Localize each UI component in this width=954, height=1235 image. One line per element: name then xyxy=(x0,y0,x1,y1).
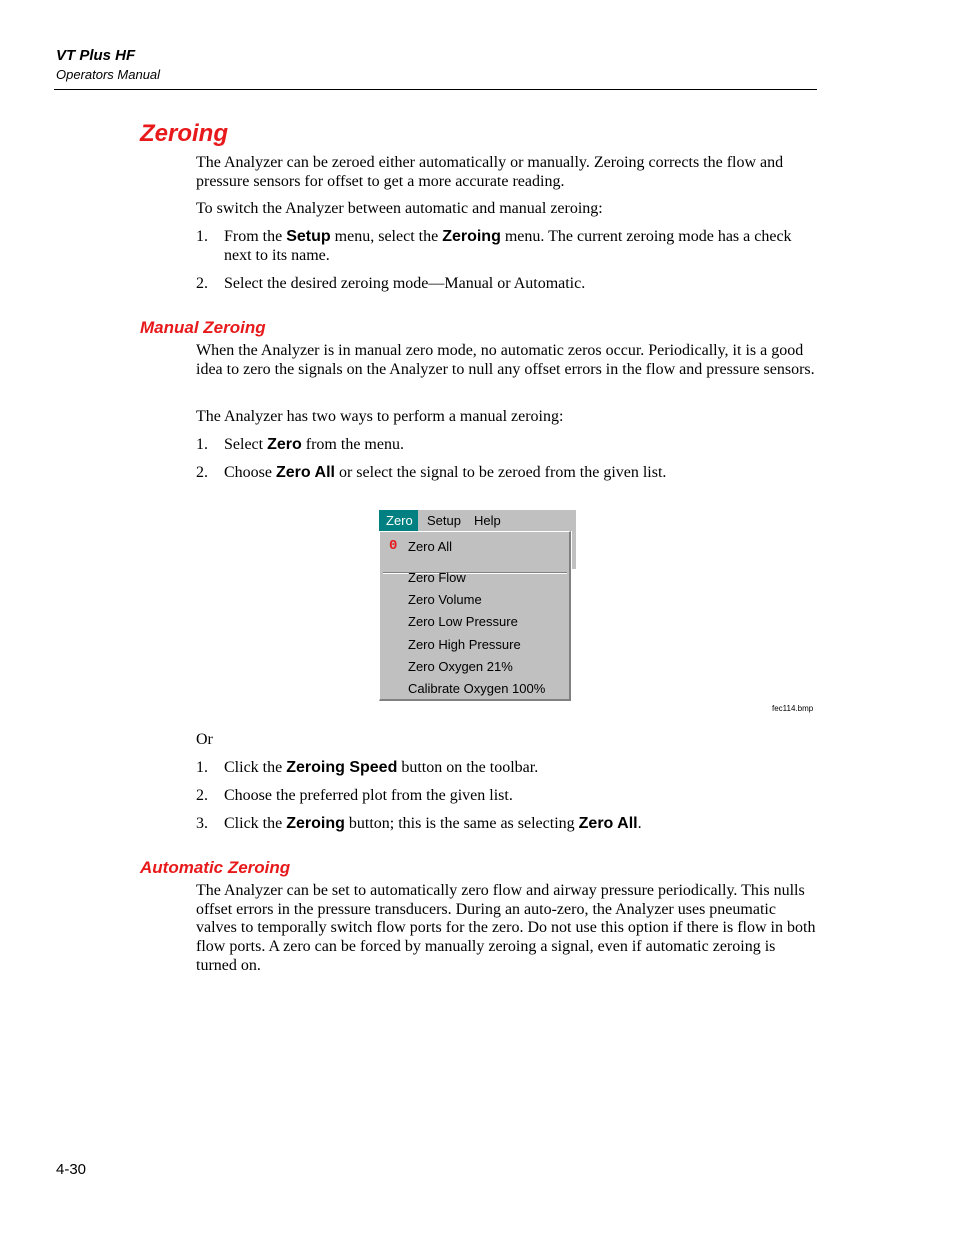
zero-icon: 0 xyxy=(389,538,398,554)
ui-term-zero: Zero xyxy=(267,436,302,453)
menu-item-zero-oxygen-21[interactable]: Zero Oxygen 21% xyxy=(408,659,513,674)
switch-intro-paragraph: To switch the Analyzer between automatic and manual zeroing: xyxy=(196,200,603,217)
subsection-title-automatic: Automatic Zeroing xyxy=(140,858,291,877)
list-item xyxy=(196,275,818,294)
ui-term-zeroing: Zeroing xyxy=(286,815,345,832)
menu-help[interactable]: Help xyxy=(474,513,501,528)
menu-item-zero-flow[interactable]: Zero Flow xyxy=(408,570,466,585)
step-text: Choose xyxy=(224,464,276,481)
step-text: from the menu. xyxy=(301,436,404,453)
dropdown-edge xyxy=(572,531,576,569)
list-number: 2. xyxy=(196,787,208,804)
step-text: or select the signal to be zeroed from the given list. xyxy=(334,464,667,481)
step-text: Select the desired zeroing mode—Manual or Automatic. xyxy=(224,275,586,292)
menu-setup[interactable]: Setup xyxy=(427,513,461,528)
running-header-subtitle: Operators Manual xyxy=(56,67,161,82)
list-item xyxy=(196,436,818,455)
list-number: 1. xyxy=(196,228,208,245)
automatic-paragraph: The Analyzer can be set to automatically zero flow and airway pressure periodically. This nulls offset errors in the pressure transducers. During an auto-zero, the Analyzer uses pneumatic valves to temporally switch flow ports for the zero. Do not use this option if there is flow in both flow ports. A zero can be forced by manually zeroing a signal, even if automatic zeroing is turned on. xyxy=(196,882,816,974)
ui-term-zero-all: Zero All xyxy=(578,815,638,832)
menu-item-calibrate-oxygen-100[interactable]: Calibrate Oxygen 100% xyxy=(408,681,546,696)
list-item xyxy=(196,759,818,778)
list-number: 1. xyxy=(196,759,208,776)
menu-item-zero-high-pressure[interactable]: Zero High Pressure xyxy=(408,637,521,652)
step-text: From the xyxy=(224,228,287,245)
step-text: button on the toolbar. xyxy=(397,759,539,776)
menu-bar xyxy=(379,510,576,531)
step-text: menu. The current zeroing mode has a check next to its name. xyxy=(224,228,792,264)
list-number: 2. xyxy=(196,275,208,292)
section-title: Zeroing xyxy=(140,120,228,147)
or-text: Or xyxy=(196,731,213,748)
zero-dropdown xyxy=(379,531,571,701)
menu-item-zero-low-pressure[interactable]: Zero Low Pressure xyxy=(408,614,518,629)
list-item xyxy=(196,464,818,483)
intro-paragraph: The Analyzer can be zeroed either automatically or manually. Zeroing corrects the flow and pressure sensors for offset to get a more accurate reading. xyxy=(196,154,784,190)
page-number: 4-30 xyxy=(56,1161,87,1178)
list-item xyxy=(196,228,818,265)
step-text: Click the xyxy=(224,759,287,776)
step-text: menu, select the xyxy=(330,228,443,245)
header-rule xyxy=(54,89,817,90)
list-number: 3. xyxy=(196,815,208,832)
running-header-title: VT Plus HF xyxy=(56,47,136,64)
step-text: Choose the preferred plot from the given list. xyxy=(224,787,513,804)
manual-paragraph: When the Analyzer is in manual zero mode, no automatic zeros occur. Periodically, it is a good idea to zero the signals on the Analyzer to null any offset errors in the flow and pressure sensors. xyxy=(196,342,815,378)
ui-term-zeroing: Zeroing xyxy=(442,228,501,245)
list-number: 1. xyxy=(196,436,208,453)
ui-term-zeroing-speed: Zeroing Speed xyxy=(286,759,398,776)
step-text: button; this is the same as selecting xyxy=(344,815,579,832)
zero-menu-figure xyxy=(379,510,576,702)
figure-caption: fec114.bmp xyxy=(772,704,814,713)
list-item xyxy=(196,787,818,806)
list-item xyxy=(196,815,818,834)
ways-intro-paragraph: The Analyzer has two ways to perform a manual zeroing: xyxy=(196,408,564,425)
subsection-title-manual: Manual Zeroing xyxy=(140,318,266,337)
list-number: 2. xyxy=(196,464,208,481)
step-text: Select xyxy=(224,436,268,453)
menu-item-zero-volume[interactable]: Zero Volume xyxy=(408,592,482,607)
step-text: . xyxy=(637,815,642,832)
menu-item-zero-all[interactable]: Zero All xyxy=(408,539,453,554)
step-text: Click the xyxy=(224,815,287,832)
ui-term-zero-all: Zero All xyxy=(276,464,335,481)
menu-zero[interactable]: Zero xyxy=(379,510,418,531)
ui-term-setup: Setup xyxy=(286,228,331,245)
